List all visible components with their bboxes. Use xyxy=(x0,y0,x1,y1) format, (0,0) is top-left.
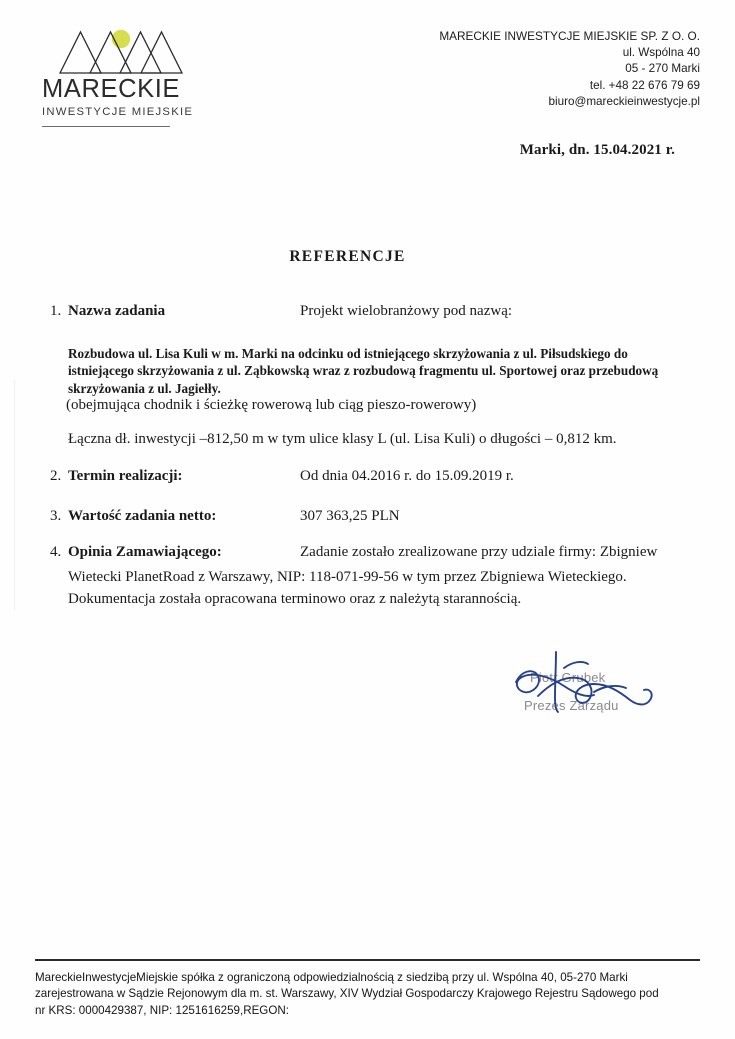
list-item-task-name xyxy=(0,303,735,323)
company-street: ul. Wspólna 40 xyxy=(622,45,700,59)
company-city: 05 - 270 Marki xyxy=(625,62,700,75)
signature-block xyxy=(498,648,678,728)
list-item-net-value xyxy=(0,508,735,528)
item-label: Nazwa zadania xyxy=(68,303,166,319)
document-header xyxy=(0,22,735,142)
footer-divider xyxy=(35,959,700,961)
list-item-opinion xyxy=(0,544,735,607)
handwritten-signature-icon xyxy=(498,648,678,728)
logo-name: MARECKIE xyxy=(42,75,180,103)
item-number: 4. xyxy=(50,544,62,560)
company-contact-block xyxy=(439,28,700,111)
signatory-role: Prezes Zarządu xyxy=(524,698,619,713)
page-title: REFERENCJE xyxy=(289,248,406,265)
company-name: MARECKIE INWESTYCJE MIEJSKIE SP. Z O. O. xyxy=(439,29,700,43)
footer-legal-text xyxy=(35,970,701,1019)
item-label: Wartość zadania netto: xyxy=(68,508,217,524)
company-logo xyxy=(42,28,234,127)
footer-line-1: MareckieInwestycjeMiejskie spółka z ograniczoną odpowiedzialnością z siedzibą przy ul. Wspólna 40, 05-270 Marki xyxy=(35,971,628,984)
item-label: Opinia Zamawiającego: xyxy=(68,544,222,560)
company-email: biuro@mareckieinwestycje.pl xyxy=(548,95,700,108)
item-label: Termin realizacji: xyxy=(68,468,183,484)
signatory-name: Piotr Grubek xyxy=(530,670,606,685)
item-value: Projekt wielobranżowy pod nazwą: xyxy=(300,303,513,319)
opinion-first-line: Zadanie zostało zrealizowane przy udziale firmy: Zbigniew xyxy=(300,544,658,560)
mountain-peaks-logo-icon xyxy=(56,28,186,74)
item-value: 307 363,25 PLN xyxy=(300,508,400,524)
list-item-deadline xyxy=(0,468,735,488)
item-number: 3. xyxy=(50,508,62,524)
company-phone: tel. +48 22 676 79 69 xyxy=(589,78,700,92)
footer-line-2: zarejestrowana w Sądzie Rejonowym dla m. st. Warszawy, XIV Wydział Gospodarczy Krajowego Rejestru Sądowego pod xyxy=(35,987,659,1001)
task-length: Łączna dł. inwestycji –812,50 m w tym ulice klasy L (ul. Lisa Kuli) o długości – 0,812 km. xyxy=(68,431,617,447)
date-line: Marki, dn. 15.04.2021 r. xyxy=(519,142,675,158)
item-number: 1. xyxy=(50,303,62,319)
item-value: Od dnia 04.2016 r. do 15.09.2019 r. xyxy=(300,468,514,484)
opinion-body: Wietecki PlanetRoad z Warszawy, NIP: 118-071-99-56 w tym przez Zbigniewa Wieteckiego. Dokumentacja została opracowana terminowo oraz z należytą starannością. xyxy=(68,569,627,607)
scan-artifact xyxy=(14,380,15,610)
task-description: Rozbudowa ul. Lisa Kuli w m. Marki na odcinku od istniejącego skrzyżowania z ul. Piłsudskiego do istniejącego skrzyżowania z ul. Ząbkowską wraz z rozbudową fragmentu ul. Sportowej oraz przebudową skrzyżowania z ul. Jagiełły. xyxy=(68,346,659,396)
task-scope: (obejmująca chodnik i ścieżkę rowerową lub ciąg pieszo-rowerowy) xyxy=(66,397,477,413)
item-number: 2. xyxy=(50,468,62,484)
footer-line-3: nr KRS: 0000429387, NIP: 1251616259,REGON: xyxy=(35,1003,289,1017)
logo-divider xyxy=(42,126,170,127)
logo-subtitle: INWESTYCJE MIEJSKIE xyxy=(42,105,194,118)
